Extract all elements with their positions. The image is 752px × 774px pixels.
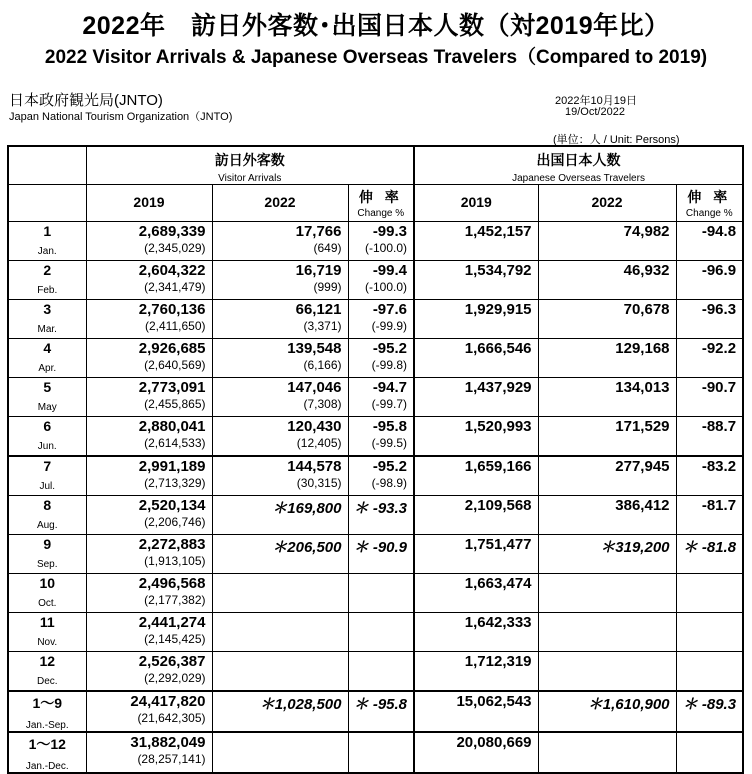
overseas-change-value: -88.7 (701, 418, 737, 435)
statistics-table (7, 145, 744, 774)
month-cell (8, 378, 86, 417)
table-row (8, 652, 743, 692)
arrivals-2019-subvalue: (21,642,305) (137, 711, 206, 725)
table-row (8, 535, 743, 574)
arrivals-change-subvalue: (-99.8) (371, 358, 408, 372)
page-subtitle: 2022 Visitor Arrivals & Japanese Overseas Travelers（Compared to 2019) (44, 47, 708, 68)
month-cell (8, 261, 86, 300)
overseas-2022-cell (538, 691, 676, 732)
arrivals-change-subvalue: (-99.5) (371, 436, 408, 450)
overseas-2019-value: 15,062,543 (456, 693, 532, 710)
month-label: 6 (43, 418, 52, 434)
arrivals-2019-value: 2,880,041 (138, 418, 206, 435)
arrivals-change-cell (348, 691, 414, 732)
arrivals-2022-value: 139,548 (287, 340, 342, 357)
month-cell (8, 732, 86, 773)
header-arrivals-2022: 2022 (212, 185, 348, 222)
header-row-columns (8, 185, 743, 222)
table-row (8, 732, 743, 773)
month-label-en: Sep. (36, 559, 58, 570)
table-row (8, 261, 743, 300)
arrivals-change-cell (348, 417, 414, 457)
arrivals-2019-cell (86, 535, 212, 574)
arrivals-change-cell (348, 300, 414, 339)
arrivals-2019-subvalue: (28,257,141) (137, 752, 206, 766)
overseas-change-cell (676, 574, 743, 613)
arrivals-2019-cell (86, 691, 212, 732)
arrivals-2019-value: 2,496,568 (138, 575, 206, 592)
overseas-change-cell (676, 535, 743, 574)
arrivals-2019-subvalue: (2,713,329) (144, 476, 206, 490)
overseas-2022-cell (538, 339, 676, 378)
arrivals-2019-value: 2,520,134 (138, 497, 206, 514)
overseas-change-cell (676, 691, 743, 732)
arrivals-2019-value: 31,882,049 (130, 734, 206, 751)
header-arrivals-2019: 2019 (86, 185, 212, 222)
table-row (8, 456, 743, 496)
arrivals-2022-subvalue: (3,371) (303, 319, 342, 333)
overseas-2019-cell (414, 574, 538, 613)
arrivals-2019-cell (86, 496, 212, 535)
arrivals-2019-subvalue: (1,913,105) (144, 554, 206, 568)
arrivals-change-subvalue: (-98.9) (371, 476, 408, 490)
arrivals-2019-value: 24,417,820 (130, 693, 206, 710)
arrivals-change-value: -95.8 (372, 418, 408, 435)
arrivals-change-value: -99.4 (372, 262, 408, 279)
month-label: 8 (43, 497, 52, 513)
overseas-2019-cell (414, 261, 538, 300)
overseas-2022-value: 74,982 (623, 223, 670, 240)
arrivals-2022-subvalue: (999) (313, 280, 342, 294)
overseas-2022-value: 386,412 (615, 497, 670, 514)
month-cell (8, 456, 86, 496)
overseas-2019-value: 20,080,669 (456, 734, 532, 751)
arrivals-2019-subvalue: (2,345,029) (144, 241, 206, 255)
overseas-2022-cell (538, 652, 676, 692)
arrivals-2022-cell (212, 417, 348, 457)
arrivals-2022-subvalue: (12,405) (296, 436, 342, 450)
header-overseas-2019: 2019 (414, 185, 538, 222)
header-overseas-group (414, 146, 743, 185)
month-label: 1～9 (32, 695, 63, 711)
arrivals-2019-value: 2,760,136 (138, 301, 206, 318)
overseas-change-cell (676, 339, 743, 378)
overseas-change-cell (676, 261, 743, 300)
arrivals-2019-value: 2,689,339 (138, 223, 206, 240)
month-label: 1～12 (28, 736, 66, 752)
overseas-2022-value: 70,678 (623, 301, 670, 318)
month-cell (8, 417, 86, 457)
month-label-en: May (37, 402, 57, 413)
arrivals-2022-value: 120,430 (287, 418, 342, 435)
organization-name-en: Japan National Tourism Organization（JNTO) (9, 111, 233, 123)
arrivals-2022-value: 17,766 (295, 223, 342, 240)
overseas-2022-cell (538, 378, 676, 417)
arrivals-2019-subvalue: (2,292,029) (144, 671, 206, 685)
arrivals-change-value: -99.3 (372, 223, 408, 240)
overseas-2019-value: 1,712,319 (464, 653, 532, 670)
overseas-2019-value: 2,109,568 (464, 497, 532, 514)
arrivals-2022-cell (212, 574, 348, 613)
overseas-2022-value: 46,932 (623, 262, 670, 279)
overseas-2019-cell (414, 417, 538, 457)
overseas-2022-cell (538, 261, 676, 300)
arrivals-2022-cell (212, 339, 348, 378)
arrivals-2022-value: 144,578 (287, 458, 342, 475)
overseas-change-cell (676, 222, 743, 261)
table-row (8, 378, 743, 417)
overseas-change-value: ＊ -81.8 (682, 539, 737, 556)
month-label-en: Jan. (37, 246, 57, 257)
arrivals-2022-cell (212, 691, 348, 732)
arrivals-2022-cell (212, 732, 348, 773)
arrivals-2022-subvalue: (7,308) (303, 397, 342, 411)
overseas-change-value: -83.2 (701, 458, 737, 475)
arrivals-change-cell (348, 652, 414, 692)
overseas-change-cell (676, 300, 743, 339)
arrivals-change-cell (348, 613, 414, 652)
table-row (8, 339, 743, 378)
arrivals-2022-value: ＊1,028,500 (259, 696, 342, 713)
overseas-2022-value: 129,168 (615, 340, 670, 357)
page-title: 2022年 訪日外客数･出国日本人数（対2019年比） (82, 12, 670, 40)
month-label-en: Aug. (36, 520, 58, 531)
arrivals-2019-subvalue: (2,177,382) (144, 593, 206, 607)
header-arrivals-ja: 訪日外客数 (214, 152, 285, 168)
overseas-2022-cell (538, 222, 676, 261)
arrivals-2022-subvalue: (649) (313, 241, 342, 255)
overseas-change-value: -90.7 (701, 379, 737, 396)
overseas-change-cell (676, 456, 743, 496)
overseas-2019-value: 1,534,792 (464, 262, 532, 279)
table-row (8, 574, 743, 613)
arrivals-2019-cell (86, 613, 212, 652)
overseas-2019-cell (414, 222, 538, 261)
arrivals-2019-subvalue: (2,411,650) (145, 319, 206, 333)
arrivals-2022-subvalue: (30,315) (296, 476, 342, 490)
overseas-2022-value: 171,529 (615, 418, 670, 435)
publication-date-en: 19/Oct/2022 (565, 106, 625, 118)
overseas-2019-value: 1,452,157 (464, 223, 532, 240)
overseas-change-cell (676, 378, 743, 417)
header-arrivals-group (86, 146, 414, 185)
month-cell (8, 535, 86, 574)
arrivals-2022-cell (212, 378, 348, 417)
overseas-2019-cell (414, 456, 538, 496)
arrivals-2022-cell (212, 613, 348, 652)
overseas-2019-cell (414, 300, 538, 339)
month-label-en: Oct. (38, 598, 57, 609)
arrivals-change-value: ＊ -93.3 (353, 500, 408, 517)
overseas-change-cell (676, 652, 743, 692)
month-label: 2 (43, 262, 52, 278)
header-overseas-en: Japanese Overseas Travelers (512, 173, 645, 184)
month-label: 4 (43, 340, 52, 356)
month-label-en: Mar. (37, 324, 57, 335)
overseas-2022-cell (538, 613, 676, 652)
table-row (8, 496, 743, 535)
arrivals-2019-cell (86, 574, 212, 613)
arrivals-2019-subvalue: (2,455,865) (144, 397, 206, 411)
month-label-en: Jul. (39, 481, 56, 492)
arrivals-2019-cell (86, 417, 212, 457)
overseas-2019-cell (414, 496, 538, 535)
overseas-2022-cell (538, 535, 676, 574)
month-label-en: Jan.-Sep. (25, 720, 69, 731)
overseas-2022-cell (538, 300, 676, 339)
table-row (8, 691, 743, 732)
arrivals-2019-value: 2,773,091 (138, 379, 206, 396)
arrivals-change-cell (348, 222, 414, 261)
month-label: 7 (43, 458, 52, 474)
overseas-2019-value: 1,929,915 (464, 301, 532, 318)
arrivals-change-value: -94.7 (372, 379, 408, 396)
header-month-cell (8, 146, 86, 185)
arrivals-2022-cell (212, 261, 348, 300)
organization-name-ja: 日本政府観光局(JNTO) (9, 92, 163, 109)
overseas-2022-cell (538, 456, 676, 496)
overseas-2019-cell (414, 613, 538, 652)
unit-note: (単位：人 / Unit: Persons) (553, 134, 680, 146)
arrivals-change-value: ＊ -90.9 (353, 539, 408, 556)
arrivals-change-cell (348, 378, 414, 417)
arrivals-2019-cell (86, 300, 212, 339)
arrivals-2019-cell (86, 378, 212, 417)
arrivals-change-cell (348, 732, 414, 773)
arrivals-change-cell (348, 574, 414, 613)
table-row (8, 222, 743, 261)
arrivals-2019-cell (86, 652, 212, 692)
publication-date-ja: 2022年10月19日 (555, 95, 637, 107)
overseas-2022-value: 277,945 (615, 458, 670, 475)
overseas-2019-value: 1,751,477 (464, 536, 532, 553)
arrivals-change-cell (348, 456, 414, 496)
arrivals-2019-cell (86, 261, 212, 300)
arrivals-2019-value: 2,441,274 (138, 614, 206, 631)
overseas-2019-cell (414, 652, 538, 692)
arrivals-2019-value: 2,526,387 (138, 653, 206, 670)
arrivals-2019-value: 2,272,883 (138, 536, 206, 553)
month-label-en: Dec. (36, 676, 58, 687)
month-cell (8, 613, 86, 652)
overseas-change-cell (676, 417, 743, 457)
overseas-2019-value: 1,437,929 (464, 379, 532, 396)
arrivals-change-value: -95.2 (372, 340, 408, 357)
overseas-2022-cell (538, 496, 676, 535)
arrivals-2019-cell (86, 222, 212, 261)
overseas-change-cell (676, 613, 743, 652)
arrivals-2019-cell (86, 456, 212, 496)
arrivals-change-value: -97.6 (372, 301, 408, 318)
arrivals-change-subvalue: (-100.0) (364, 280, 408, 294)
arrivals-2019-subvalue: (2,614,533) (144, 436, 206, 450)
arrivals-change-value: -95.2 (372, 458, 408, 475)
arrivals-2022-value: 16,719 (295, 262, 342, 279)
overseas-2019-cell (414, 535, 538, 574)
overseas-2022-value: ＊1,610,900 (587, 696, 670, 713)
overseas-change-value: -96.3 (701, 301, 737, 318)
header-arrivals-change: 伸 率 Change % (348, 185, 414, 222)
arrivals-2022-cell (212, 535, 348, 574)
month-label: 11 (39, 614, 55, 630)
month-label-en: Jun. (37, 441, 57, 452)
arrivals-2019-subvalue: (2,145,425) (144, 632, 206, 646)
arrivals-change-subvalue: (-99.9) (371, 319, 408, 333)
arrivals-2022-cell (212, 222, 348, 261)
overseas-change-cell (676, 496, 743, 535)
arrivals-2022-subvalue: (6,166) (303, 358, 342, 372)
arrivals-2019-value: 2,604,322 (138, 262, 206, 279)
arrivals-change-cell (348, 339, 414, 378)
month-cell (8, 574, 86, 613)
overseas-2019-cell (414, 732, 538, 773)
arrivals-change-cell (348, 535, 414, 574)
arrivals-change-subvalue: (-100.0) (364, 241, 408, 255)
overseas-change-value: -81.7 (701, 497, 737, 514)
overseas-2019-value: 1,663,474 (464, 575, 532, 592)
arrivals-2019-subvalue: (2,341,479) (144, 280, 206, 294)
overseas-2019-cell (414, 691, 538, 732)
overseas-change-cell (676, 732, 743, 773)
month-label: 3 (43, 301, 52, 317)
overseas-change-value: -94.8 (701, 223, 737, 240)
arrivals-2019-cell (86, 732, 212, 773)
overseas-2019-value: 1,666,546 (464, 340, 532, 357)
month-label: 10 (39, 575, 56, 591)
arrivals-2022-cell (212, 496, 348, 535)
arrivals-2019-subvalue: (2,206,746) (144, 515, 206, 529)
overseas-2019-value: 1,520,993 (464, 418, 532, 435)
month-cell (8, 496, 86, 535)
overseas-change-value: -96.9 (701, 262, 737, 279)
overseas-2022-cell (538, 732, 676, 773)
overseas-2019-value: 1,659,166 (464, 458, 532, 475)
month-label-en: Jan.-Dec. (25, 761, 69, 772)
month-cell (8, 691, 86, 732)
table-row (8, 417, 743, 457)
arrivals-2019-subvalue: (2,640,569) (144, 358, 206, 372)
arrivals-change-value: ＊ -95.8 (353, 696, 408, 713)
overseas-change-value: -92.2 (701, 340, 737, 357)
overseas-2019-cell (414, 378, 538, 417)
arrivals-2022-value: ＊169,800 (272, 500, 342, 517)
arrivals-2022-value: 66,121 (295, 301, 342, 318)
header-overseas-2022: 2022 (538, 185, 676, 222)
overseas-2022-cell (538, 417, 676, 457)
overseas-2022-value: 134,013 (615, 379, 670, 396)
arrivals-2022-value: ＊206,500 (272, 539, 342, 556)
month-cell (8, 222, 86, 261)
arrivals-2019-value: 2,926,685 (138, 340, 206, 357)
arrivals-2019-cell (86, 339, 212, 378)
arrivals-2022-cell (212, 300, 348, 339)
overseas-2019-cell (414, 339, 538, 378)
month-label: 5 (43, 379, 52, 395)
header-overseas-change: 伸 率 Change % (676, 185, 743, 222)
header-row-groups (8, 146, 743, 185)
arrivals-change-subvalue: (-99.7) (371, 397, 408, 411)
month-label-en: Apr. (38, 363, 57, 374)
header-arrivals-en: Visitor Arrivals (218, 173, 282, 184)
month-label: 1 (43, 223, 52, 239)
arrivals-2022-cell (212, 456, 348, 496)
month-label: 12 (39, 653, 56, 669)
month-label-en: Nov. (37, 637, 58, 648)
header-month-cell-lower (8, 185, 86, 222)
arrivals-change-cell (348, 261, 414, 300)
table-row (8, 300, 743, 339)
overseas-2022-value: ＊319,200 (600, 539, 670, 556)
month-label: 9 (43, 536, 52, 552)
month-cell (8, 339, 86, 378)
month-label-en: Feb. (37, 285, 58, 296)
arrivals-change-cell (348, 496, 414, 535)
overseas-2019-value: 1,642,333 (464, 614, 532, 631)
overseas-change-value: ＊ -89.3 (682, 696, 737, 713)
arrivals-2022-value: 147,046 (287, 379, 342, 396)
arrivals-2019-value: 2,991,189 (138, 458, 206, 475)
arrivals-2022-cell (212, 652, 348, 692)
overseas-2022-cell (538, 574, 676, 613)
header-overseas-ja: 出国日本人数 (536, 152, 621, 168)
table-row (8, 613, 743, 652)
month-cell (8, 300, 86, 339)
month-cell (8, 652, 86, 692)
